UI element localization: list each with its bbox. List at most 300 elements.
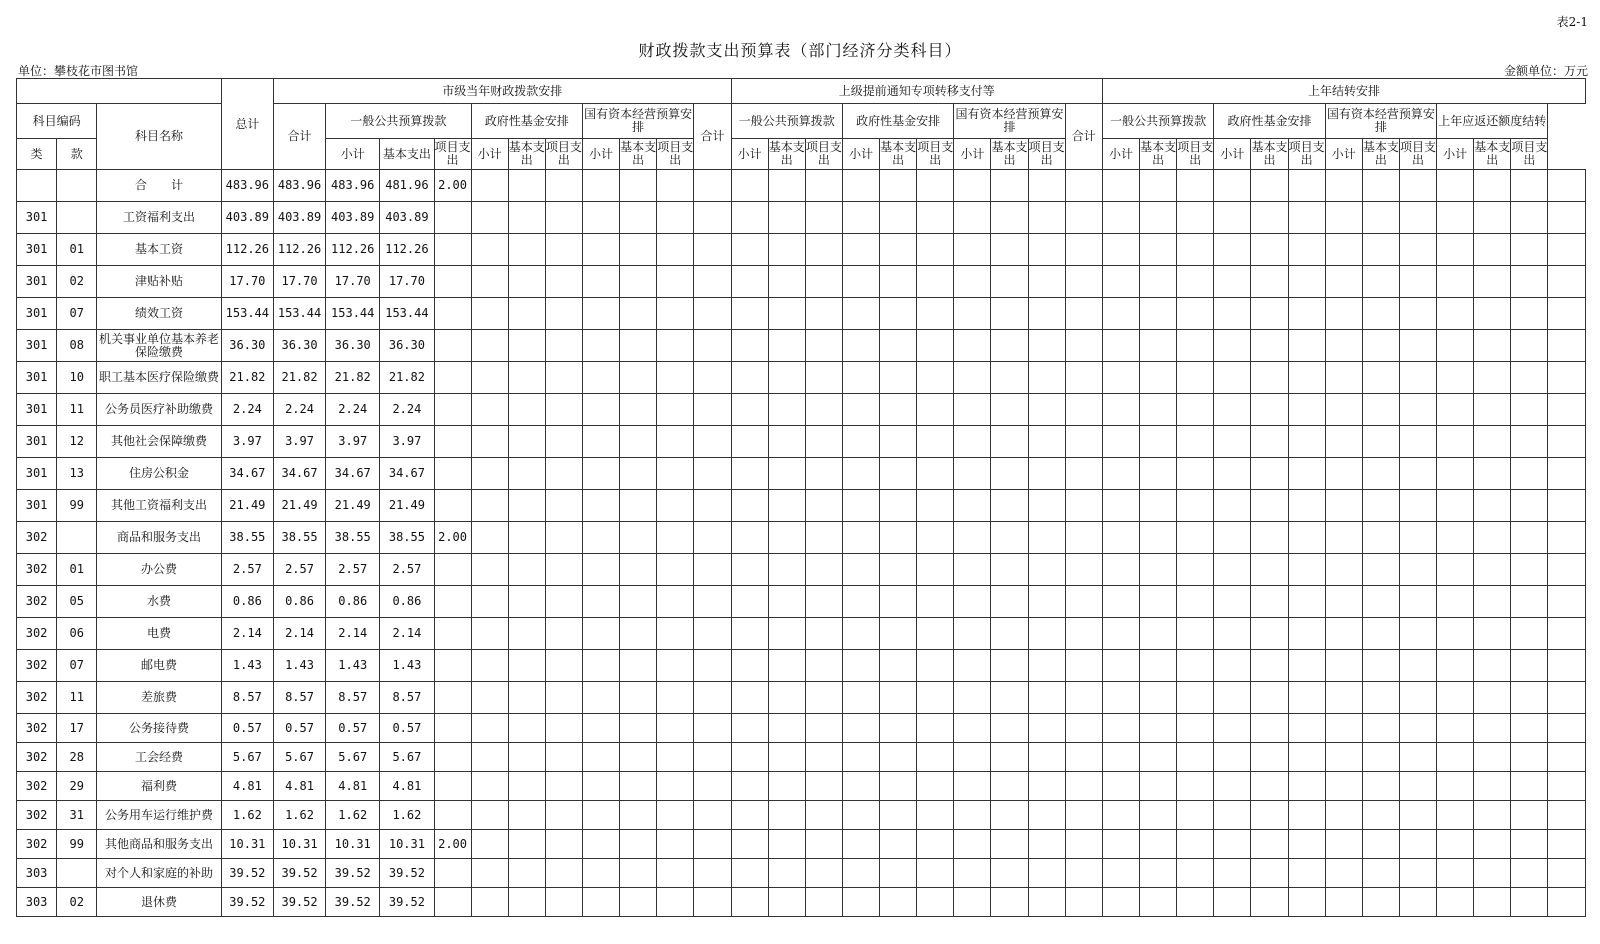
cell-empty <box>991 330 1028 362</box>
cell-empty <box>1362 458 1399 490</box>
cell-empty <box>1325 650 1362 682</box>
cell-empty <box>880 234 917 266</box>
cell-empty <box>583 554 620 586</box>
cell-g1-heji: 403.89 <box>273 202 325 234</box>
cell-empty <box>620 202 657 234</box>
header-g1-basic: 基本支出 <box>508 139 545 170</box>
cell-empty <box>583 490 620 522</box>
cell-empty <box>508 830 545 859</box>
cell-empty <box>1511 682 1548 714</box>
cell-total: 38.55 <box>221 522 273 554</box>
header-g2-basic: 基本支出 <box>991 139 1028 170</box>
cell-empty <box>880 522 917 554</box>
cell-empty <box>1288 714 1325 743</box>
cell-empty <box>1399 888 1436 917</box>
cell-empty <box>620 743 657 772</box>
cell-empty <box>1548 586 1586 618</box>
cell-empty <box>917 458 954 490</box>
cell-empty <box>842 888 879 917</box>
cell-empty <box>1251 426 1288 458</box>
cell-empty <box>1362 362 1399 394</box>
cell-empty <box>768 859 805 888</box>
header-g3-subtotal: 小计 <box>1437 139 1474 170</box>
cell-empty <box>471 522 508 554</box>
cell-empty <box>1065 330 1102 362</box>
cell-g1-heji: 38.55 <box>273 522 325 554</box>
header-g3-basic: 基本支出 <box>1251 139 1288 170</box>
page-title: 财政拨款支出预算表（部门经济分类科目） <box>638 41 962 60</box>
cell-lei: 301 <box>17 330 57 362</box>
cell-empty <box>1028 554 1065 586</box>
cell-empty <box>842 394 879 426</box>
cell-empty <box>471 458 508 490</box>
cell-empty <box>880 888 917 917</box>
cell-total: 483.96 <box>221 170 273 202</box>
cell-subject-name: 基本工资 <box>97 234 221 266</box>
cell-empty <box>1325 618 1362 650</box>
cell-empty <box>917 801 954 830</box>
cell-empty <box>471 650 508 682</box>
cell-empty <box>545 394 582 426</box>
cell-empty <box>620 490 657 522</box>
cell-empty <box>1437 714 1474 743</box>
cell-empty <box>1325 522 1362 554</box>
cell-empty <box>1511 743 1548 772</box>
cell-empty <box>1325 234 1362 266</box>
cell-empty <box>1140 170 1177 202</box>
cell-empty <box>1214 298 1251 330</box>
cell-g1-general-basic: 153.44 <box>380 298 434 330</box>
cell-empty <box>805 618 842 650</box>
cell-empty <box>1362 772 1399 801</box>
cell-kuan: 05 <box>57 586 97 618</box>
cell-empty <box>880 458 917 490</box>
cell-empty <box>1251 743 1288 772</box>
cell-empty <box>1399 458 1436 490</box>
cell-g1-general-basic: 0.86 <box>380 586 434 618</box>
cell-empty <box>583 859 620 888</box>
unit-label: 单位：攀枝花市图书馆 <box>18 64 139 78</box>
cell-empty <box>954 859 991 888</box>
header-g2-capital: 国有资本经营预算安排 <box>954 104 1065 139</box>
cell-empty <box>508 586 545 618</box>
cell-lei: 301 <box>17 426 57 458</box>
cell-empty <box>991 650 1028 682</box>
cell-lei: 302 <box>17 801 57 830</box>
cell-empty <box>508 743 545 772</box>
cell-empty <box>917 830 954 859</box>
table-row <box>17 859 1586 888</box>
cell-empty <box>620 682 657 714</box>
cell-empty <box>768 714 805 743</box>
cell-empty <box>1065 714 1102 743</box>
cell-empty <box>1140 682 1177 714</box>
cell-empty <box>1325 202 1362 234</box>
cell-g1-general-project <box>434 202 471 234</box>
cell-empty <box>583 888 620 917</box>
cell-g1-heji: 34.67 <box>273 458 325 490</box>
cell-empty <box>1251 234 1288 266</box>
cell-empty <box>471 394 508 426</box>
cell-empty <box>1251 490 1288 522</box>
header-g2-general: 一般公共预算拨款 <box>731 104 842 139</box>
cell-empty <box>991 888 1028 917</box>
cell-empty <box>768 266 805 298</box>
cell-empty <box>1511 426 1548 458</box>
cell-empty <box>583 202 620 234</box>
cell-empty <box>991 618 1028 650</box>
cell-empty <box>1511 859 1548 888</box>
cell-empty <box>842 458 879 490</box>
cell-empty <box>991 426 1028 458</box>
cell-empty <box>1325 772 1362 801</box>
cell-empty <box>768 170 805 202</box>
cell-empty <box>805 714 842 743</box>
cell-empty <box>1214 234 1251 266</box>
cell-g1-heji: 39.52 <box>273 888 325 917</box>
cell-empty <box>694 490 731 522</box>
cell-empty <box>1288 801 1325 830</box>
cell-empty <box>508 234 545 266</box>
cell-empty <box>1140 362 1177 394</box>
cell-empty <box>731 330 768 362</box>
cell-empty <box>471 830 508 859</box>
cell-empty <box>1548 522 1586 554</box>
table-row <box>17 586 1586 618</box>
cell-empty <box>731 490 768 522</box>
cell-empty <box>917 266 954 298</box>
cell-empty <box>1177 170 1214 202</box>
cell-kuan: 06 <box>57 618 97 650</box>
cell-empty <box>583 266 620 298</box>
cell-empty <box>545 618 582 650</box>
cell-empty <box>1399 298 1436 330</box>
cell-empty <box>1214 859 1251 888</box>
cell-total: 21.49 <box>221 490 273 522</box>
cell-empty <box>583 772 620 801</box>
cell-empty <box>1028 202 1065 234</box>
cell-empty <box>1065 234 1102 266</box>
cell-g1-general-basic: 1.43 <box>380 650 434 682</box>
header-kuan: 款 <box>57 139 97 170</box>
cell-empty <box>1548 394 1586 426</box>
cell-empty <box>954 490 991 522</box>
header-g3-project: 项目支出 <box>1288 139 1325 170</box>
cell-empty <box>880 801 917 830</box>
cell-empty <box>1177 266 1214 298</box>
cell-empty <box>1474 743 1511 772</box>
cell-g1-heji: 153.44 <box>273 298 325 330</box>
cell-empty <box>1140 888 1177 917</box>
cell-empty <box>1437 682 1474 714</box>
cell-empty <box>917 394 954 426</box>
cell-empty <box>1474 202 1511 234</box>
cell-empty <box>1065 859 1102 888</box>
budget-table <box>16 78 1586 917</box>
cell-kuan: 17 <box>57 714 97 743</box>
cell-empty <box>954 266 991 298</box>
cell-empty <box>545 522 582 554</box>
cell-empty <box>1474 801 1511 830</box>
cell-empty <box>954 650 991 682</box>
cell-empty <box>545 554 582 586</box>
cell-empty <box>842 362 879 394</box>
cell-empty <box>731 830 768 859</box>
cell-empty <box>1437 830 1474 859</box>
cell-empty <box>545 586 582 618</box>
cell-empty <box>583 714 620 743</box>
cell-empty <box>991 554 1028 586</box>
cell-empty <box>1362 266 1399 298</box>
cell-empty <box>1251 330 1288 362</box>
cell-empty <box>880 618 917 650</box>
cell-g1-general-subtotal: 2.14 <box>326 618 380 650</box>
cell-empty <box>842 772 879 801</box>
cell-empty <box>1102 234 1139 266</box>
cell-g1-general-basic: 2.14 <box>380 618 434 650</box>
header-g3-basic: 基本支出 <box>1474 139 1511 170</box>
cell-empty <box>1474 266 1511 298</box>
cell-g1-general-project: 2.00 <box>434 522 471 554</box>
cell-empty <box>1288 490 1325 522</box>
cell-empty <box>991 682 1028 714</box>
cell-total: 0.57 <box>221 714 273 743</box>
cell-g1-general-subtotal: 34.67 <box>326 458 380 490</box>
table-row <box>17 772 1586 801</box>
cell-empty <box>545 830 582 859</box>
cell-empty <box>1028 586 1065 618</box>
cell-empty <box>768 682 805 714</box>
cell-empty <box>991 202 1028 234</box>
cell-empty <box>694 743 731 772</box>
cell-empty <box>583 743 620 772</box>
cell-empty <box>1214 650 1251 682</box>
cell-empty <box>1102 801 1139 830</box>
cell-g1-general-subtotal: 403.89 <box>326 202 380 234</box>
cell-empty <box>1437 743 1474 772</box>
header-g3-project: 项目支出 <box>1177 139 1214 170</box>
cell-empty <box>1362 298 1399 330</box>
cell-empty <box>842 743 879 772</box>
cell-empty <box>731 772 768 801</box>
cell-empty <box>694 682 731 714</box>
cell-empty <box>1140 426 1177 458</box>
cell-empty <box>731 714 768 743</box>
cell-empty <box>1028 801 1065 830</box>
cell-empty <box>805 772 842 801</box>
cell-g1-general-basic: 39.52 <box>380 859 434 888</box>
cell-subject-name: 福利费 <box>97 772 221 801</box>
cell-empty <box>1288 234 1325 266</box>
cell-empty <box>1140 618 1177 650</box>
cell-g1-general-basic: 0.57 <box>380 714 434 743</box>
cell-g1-general-basic: 21.82 <box>380 362 434 394</box>
cell-subject-name: 工资福利支出 <box>97 202 221 234</box>
cell-empty <box>954 772 991 801</box>
cell-empty <box>1511 266 1548 298</box>
cell-empty <box>583 650 620 682</box>
cell-g1-general-project: 2.00 <box>434 170 471 202</box>
cell-empty <box>1288 743 1325 772</box>
cell-empty <box>1362 859 1399 888</box>
cell-empty <box>694 554 731 586</box>
header-g2-heji: 合计 <box>694 104 731 170</box>
cell-empty <box>1102 618 1139 650</box>
cell-empty <box>1102 330 1139 362</box>
cell-empty <box>768 618 805 650</box>
cell-empty <box>1437 234 1474 266</box>
cell-empty <box>1511 888 1548 917</box>
cell-empty <box>1362 554 1399 586</box>
cell-empty <box>1437 522 1474 554</box>
cell-empty <box>768 490 805 522</box>
cell-empty <box>880 362 917 394</box>
cell-empty <box>1251 830 1288 859</box>
cell-empty <box>1399 362 1436 394</box>
cell-g1-general-project <box>434 772 471 801</box>
cell-empty <box>694 888 731 917</box>
cell-empty <box>1065 618 1102 650</box>
cell-empty <box>1399 330 1436 362</box>
header-row-1 <box>17 79 1586 104</box>
cell-empty <box>991 458 1028 490</box>
cell-empty <box>1288 458 1325 490</box>
cell-empty <box>620 618 657 650</box>
cell-empty <box>1362 650 1399 682</box>
table-row <box>17 714 1586 743</box>
cell-empty <box>842 586 879 618</box>
cell-empty <box>657 650 694 682</box>
cell-empty <box>657 202 694 234</box>
cell-empty <box>620 458 657 490</box>
cell-empty <box>991 298 1028 330</box>
cell-empty <box>1399 772 1436 801</box>
cell-empty <box>1437 772 1474 801</box>
cell-empty <box>1437 202 1474 234</box>
cell-empty <box>471 298 508 330</box>
header-g3-basic: 基本支出 <box>1140 139 1177 170</box>
cell-empty <box>657 772 694 801</box>
cell-empty <box>1325 714 1362 743</box>
cell-empty <box>1437 458 1474 490</box>
cell-empty <box>1065 266 1102 298</box>
cell-empty <box>657 522 694 554</box>
cell-subject-name: 其他工资福利支出 <box>97 490 221 522</box>
table-row <box>17 362 1586 394</box>
cell-empty <box>620 234 657 266</box>
cell-lei: 302 <box>17 714 57 743</box>
cell-total: 4.81 <box>221 772 273 801</box>
table-row <box>17 554 1586 586</box>
cell-g1-general-project <box>434 394 471 426</box>
cell-empty <box>1474 859 1511 888</box>
header-g3-subtotal: 小计 <box>1325 139 1362 170</box>
cell-empty <box>471 772 508 801</box>
cell-g1-general-basic: 21.49 <box>380 490 434 522</box>
cell-lei: 301 <box>17 202 57 234</box>
cell-empty <box>1214 490 1251 522</box>
cell-empty <box>583 458 620 490</box>
table-row <box>17 234 1586 266</box>
cell-empty <box>1362 830 1399 859</box>
cell-empty <box>1548 743 1586 772</box>
cell-total: 2.24 <box>221 394 273 426</box>
cell-empty <box>805 859 842 888</box>
cell-empty <box>1511 234 1548 266</box>
cell-empty <box>1140 394 1177 426</box>
cell-empty <box>1065 362 1102 394</box>
cell-lei: 302 <box>17 830 57 859</box>
cell-empty <box>1474 650 1511 682</box>
cell-empty <box>1511 170 1548 202</box>
cell-empty <box>991 394 1028 426</box>
cell-empty <box>731 522 768 554</box>
cell-empty <box>1362 801 1399 830</box>
cell-g1-general-project <box>434 330 471 362</box>
cell-empty <box>1251 801 1288 830</box>
cell-empty <box>954 362 991 394</box>
cell-empty <box>508 618 545 650</box>
cell-empty <box>1399 682 1436 714</box>
cell-empty <box>694 618 731 650</box>
cell-empty <box>880 394 917 426</box>
cell-g1-general-basic: 39.52 <box>380 888 434 917</box>
cell-kuan: 31 <box>57 801 97 830</box>
cell-empty <box>1474 830 1511 859</box>
cell-empty <box>1177 426 1214 458</box>
cell-empty <box>954 682 991 714</box>
cell-empty <box>1511 554 1548 586</box>
cell-empty <box>731 234 768 266</box>
cell-empty <box>1474 458 1511 490</box>
cell-g1-general-subtotal: 36.30 <box>326 330 380 362</box>
cell-empty <box>880 490 917 522</box>
cell-empty <box>1511 490 1548 522</box>
cell-empty <box>1065 522 1102 554</box>
cell-empty <box>991 234 1028 266</box>
cell-g1-general-project <box>434 490 471 522</box>
cell-total: 39.52 <box>221 888 273 917</box>
cell-empty <box>1214 458 1251 490</box>
cell-empty <box>842 298 879 330</box>
cell-g1-general-basic: 2.24 <box>380 394 434 426</box>
cell-g1-heji: 10.31 <box>273 830 325 859</box>
table-row <box>17 426 1586 458</box>
header-g2-project: 项目支出 <box>805 139 842 170</box>
cell-empty <box>768 202 805 234</box>
cell-total: 3.97 <box>221 426 273 458</box>
cell-empty <box>1065 743 1102 772</box>
cell-subject-name: 商品和服务支出 <box>97 522 221 554</box>
cell-empty <box>1177 490 1214 522</box>
cell-empty <box>1214 830 1251 859</box>
cell-empty <box>508 522 545 554</box>
cell-g1-general-subtotal: 39.52 <box>326 888 380 917</box>
cell-empty <box>1214 618 1251 650</box>
cell-empty <box>1251 772 1288 801</box>
cell-empty <box>1437 266 1474 298</box>
cell-empty <box>1437 618 1474 650</box>
cell-empty <box>1251 458 1288 490</box>
cell-empty <box>1325 298 1362 330</box>
cell-empty <box>1325 362 1362 394</box>
cell-empty <box>805 522 842 554</box>
cell-empty <box>1102 650 1139 682</box>
cell-empty <box>1474 714 1511 743</box>
cell-empty <box>1288 618 1325 650</box>
cell-empty <box>991 586 1028 618</box>
cell-empty <box>694 830 731 859</box>
